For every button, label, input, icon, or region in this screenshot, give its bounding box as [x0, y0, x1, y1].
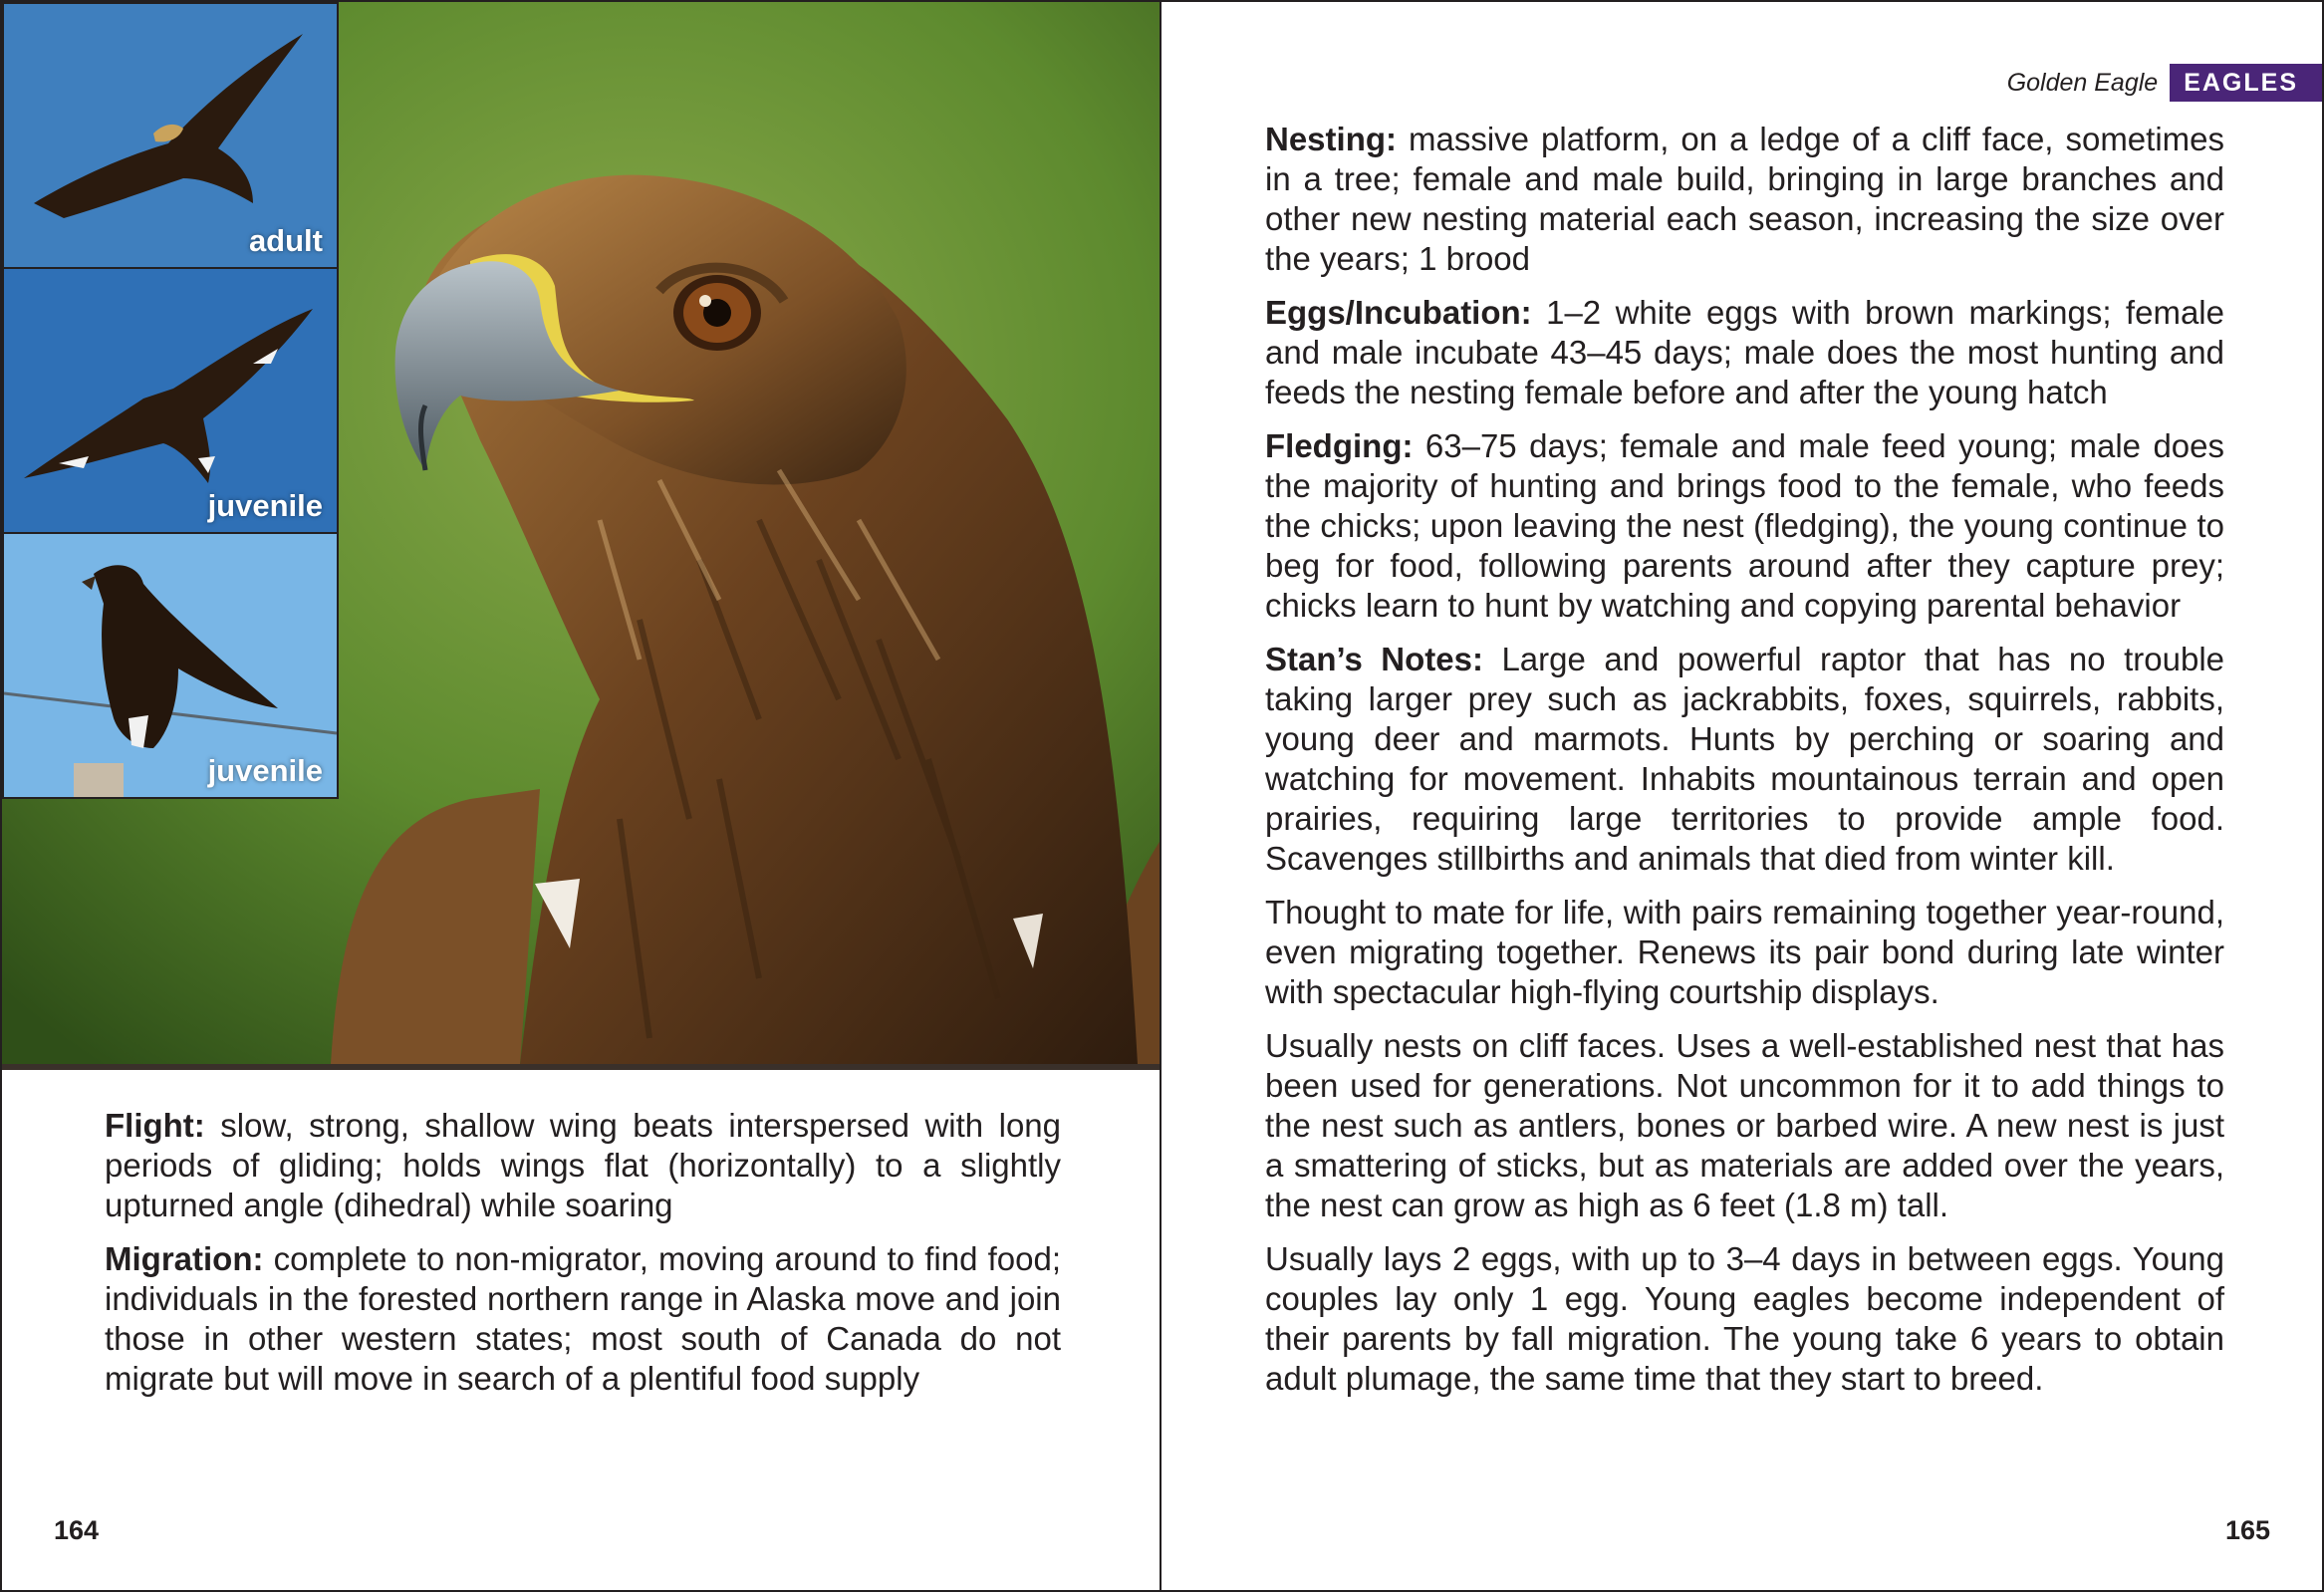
fledging-paragraph	[1265, 426, 2224, 626]
eggs-young-text: Usually lays 2 eggs, with up to 3–4 days in between eggs. Young couples lay only 1 egg. Young eagles become independent of their parents by fall migration. The young take 6 years to obtain adult plumage, the same time that they start to breed.	[1265, 1240, 2224, 1397]
fledging-label: Fledging:	[1265, 427, 1414, 464]
running-head	[2007, 64, 2322, 102]
left-page	[0, 0, 1162, 1592]
migration-label: Migration:	[105, 1240, 264, 1277]
eggs-incubation-paragraph	[1265, 293, 2224, 412]
stans-notes-paragraph	[1265, 640, 2224, 879]
right-body-text	[1265, 120, 2224, 1413]
right-page	[1162, 0, 2324, 1592]
pair-bond-paragraph	[1265, 893, 2224, 1012]
thumbnail-juvenile-perched	[2, 532, 339, 799]
page-number-right: 165	[2224, 1515, 2270, 1545]
thumbnail-adult	[2, 2, 339, 269]
thumbnail-juvenile-flight	[2, 267, 339, 534]
section-tab: EAGLES	[2170, 64, 2322, 102]
nesting-paragraph	[1265, 120, 2224, 279]
migration-text: complete to non-migrator, moving around to find food; individuals in the forested northern range in Alaska move and join those in other western states; most south of Canada do not migrate but will move in search of a plentiful food supply	[105, 1240, 1061, 1397]
migration-paragraph	[105, 1239, 1061, 1399]
stans-notes-label: Stan’s Notes:	[1265, 641, 1483, 677]
eggs-incubation-label: Eggs/Incubation:	[1265, 294, 1532, 331]
flight-label: Flight:	[105, 1107, 205, 1144]
page-number-left: 164	[54, 1515, 100, 1545]
eggs-incubation-text: 1–2 white eggs with brown markings; female and male incubate 43–45 days; male does the most hunting and feeds the nesting female before and after the young hatch	[1265, 294, 2224, 410]
nest-description-text: Usually nests on cliff faces. Uses a well-established nest that has been used for generations. Not uncommon for it to add things to the nest such as antlers, bones or barbed wire. A new nest is just a smattering of sticks, but as materials are added over the years, the nest can grow as high as 6 feet (1.8 m) tall.	[1265, 1027, 2224, 1223]
nesting-text: massive platform, on a ledge of a cliff face, sometimes in a tree; female and male build, bringing in large branches and other new nesting material each season, increasing the size over the years; 1 brood	[1265, 121, 2224, 277]
thumbnail-label: juvenile	[207, 753, 323, 788]
nesting-label: Nesting:	[1265, 121, 1397, 157]
flight-text: slow, strong, shallow wing beats interspersed with long periods of gliding; holds wings flat (horizontally) to a slightly upturned angle (dihedral) while soaring	[105, 1107, 1061, 1223]
thumbnail-label: adult	[248, 223, 323, 258]
left-body-text	[105, 1106, 1061, 1413]
thumbnail-column	[2, 2, 337, 799]
eggs-young-paragraph	[1265, 1239, 2224, 1399]
fledging-text: 63–75 days; female and male feed young; male does the majority of hunting and brings food to the female, who feeds the chicks; upon leaving the nest (fledging), the young continue to beg for food, following parents around after they capture prey; chicks learn to hunt by watching and copying parental behavior	[1265, 427, 2224, 624]
species-name: Golden Eagle	[2006, 68, 2159, 97]
stans-notes-text: Large and powerful raptor that has no trouble taking larger prey such as jackrabbits, foxes, squirrels, rabbits, young deer and marmots. Hunts by perching or soaring and watching for movement. Inhabits mountainous terrain and open prairies, requiring large territories to provide ample food. Scavenges stillbirths and animals that died from winter kill.	[1265, 641, 2225, 877]
photo-divider-rule	[2, 1064, 1162, 1070]
pair-bond-text: Thought to mate for life, with pairs remaining together year-round, even migrating together. Renews its pair bond during late winter with spectacular high-flying courtship displays.	[1265, 894, 2224, 1010]
thumbnail-label: juvenile	[207, 488, 323, 523]
flight-paragraph	[105, 1106, 1061, 1225]
nest-description-paragraph	[1265, 1026, 2224, 1225]
